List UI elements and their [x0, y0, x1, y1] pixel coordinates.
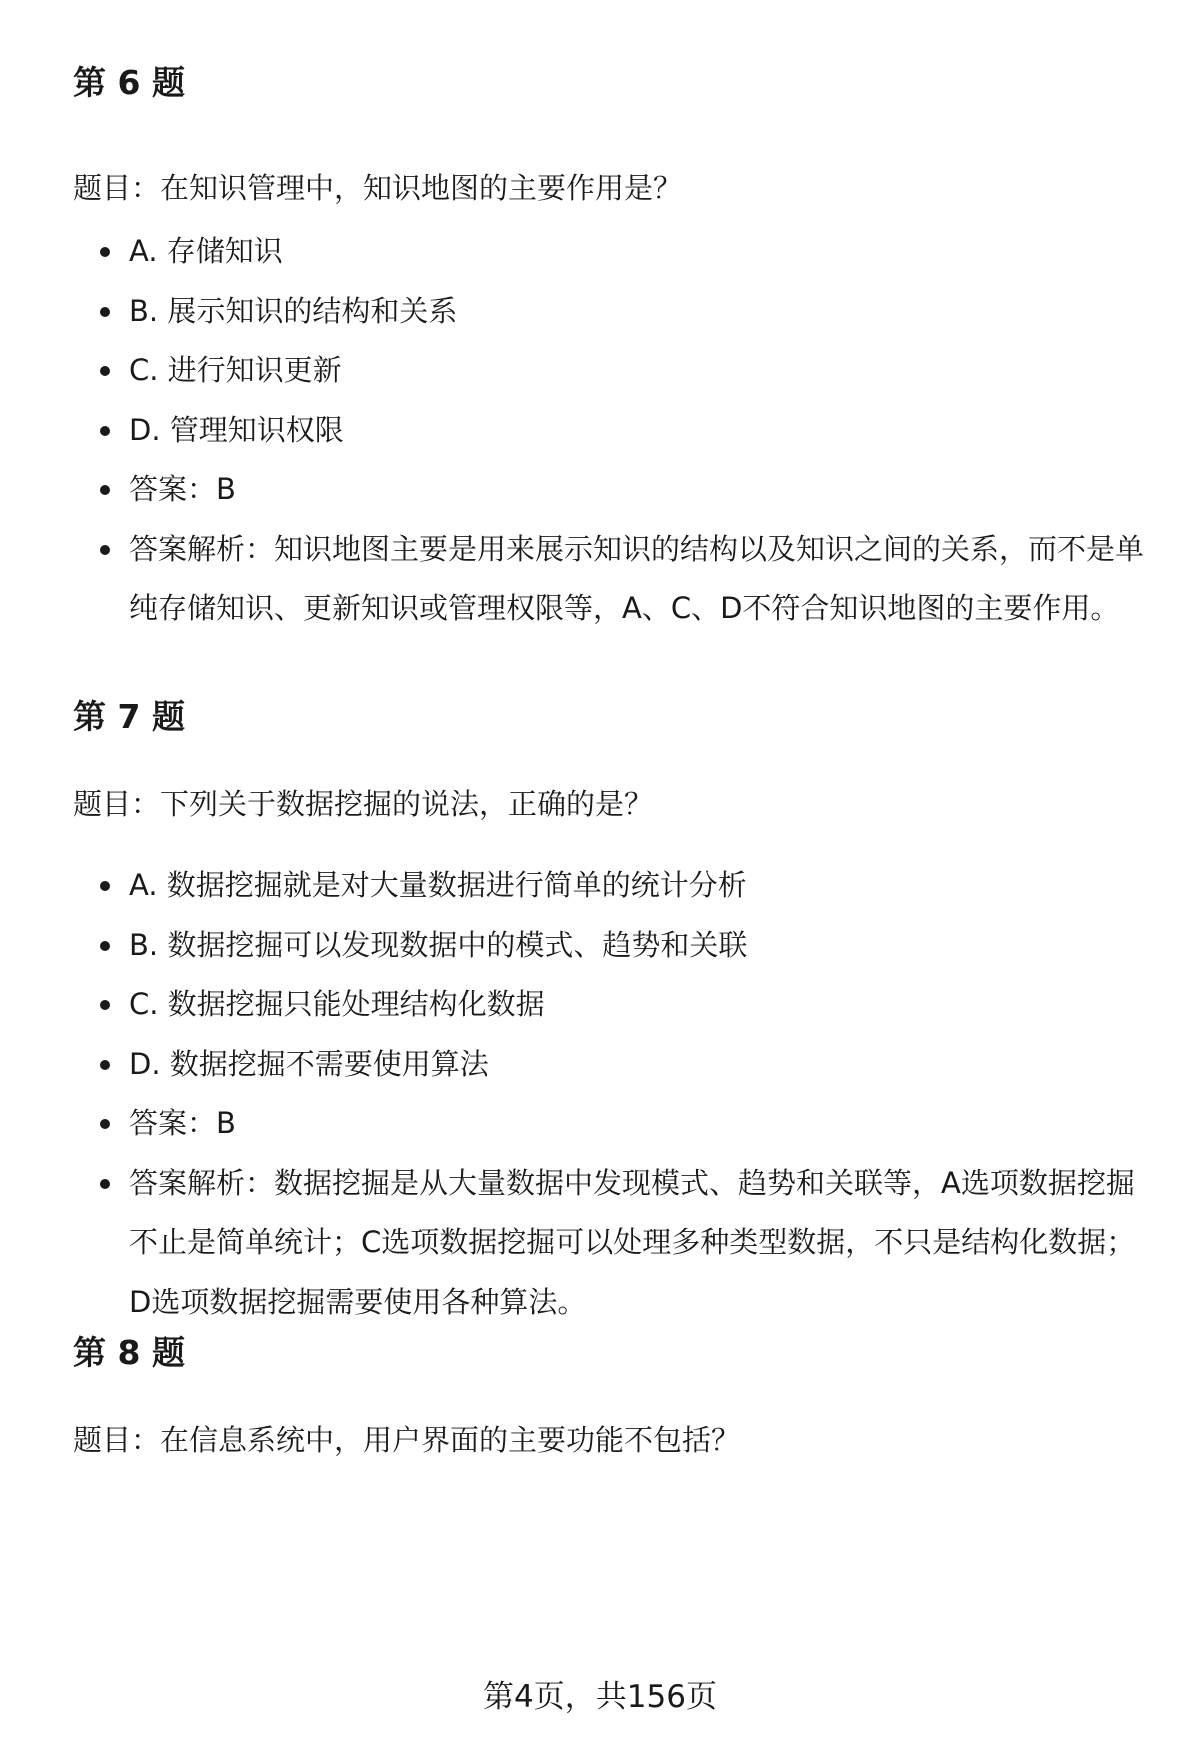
- answer: 答案：B: [73, 460, 1153, 520]
- option-c: C. 进行知识更新: [73, 341, 1153, 401]
- question-7-title: 第 7 题: [73, 697, 185, 736]
- question-7-stem: 题目：下列关于数据挖掘的说法，正确的是？: [73, 787, 654, 821]
- question-6-title: 第 6 题: [73, 63, 185, 102]
- page-footer: 第4页，共156页: [483, 1679, 717, 1715]
- answer: 答案：B: [73, 1094, 1153, 1154]
- question-8-stem: 题目：在信息系统中，用户界面的主要功能不包括？: [73, 1423, 741, 1457]
- option-c: C. 数据挖掘只能处理结构化数据: [73, 975, 1153, 1035]
- question-6-options: [73, 222, 1153, 639]
- answer-explanation: 答案解析：数据挖掘是从大量数据中发现模式、趋势和关联等，A选项数据挖掘不止是简单统计；C选项数据挖掘可以处理多种类型数据，不只是结构化数据；D选项数据挖掘需要使用各种算法。: [73, 1154, 1147, 1333]
- question-7-options: [73, 856, 1153, 1332]
- answer-explanation: 答案解析：知识地图主要是用来展示知识的结构以及知识之间的关系，而不是单纯存储知识、更新知识或管理权限等，A、C、D不符合知识地图的主要作用。: [73, 520, 1147, 639]
- option-a: A. 数据挖掘就是对大量数据进行简单的统计分析: [73, 856, 1153, 916]
- option-d: D. 管理知识权限: [73, 401, 1153, 461]
- question-6-stem: 题目：在知识管理中，知识地图的主要作用是？: [73, 171, 683, 205]
- option-d: D. 数据挖掘不需要使用算法: [73, 1035, 1153, 1095]
- option-b: B. 数据挖掘可以发现数据中的模式、趋势和关联: [73, 916, 1153, 976]
- question-8-title: 第 8 题: [73, 1333, 185, 1372]
- option-b: B. 展示知识的结构和关系: [73, 282, 1153, 342]
- option-a: A. 存储知识: [73, 222, 1153, 282]
